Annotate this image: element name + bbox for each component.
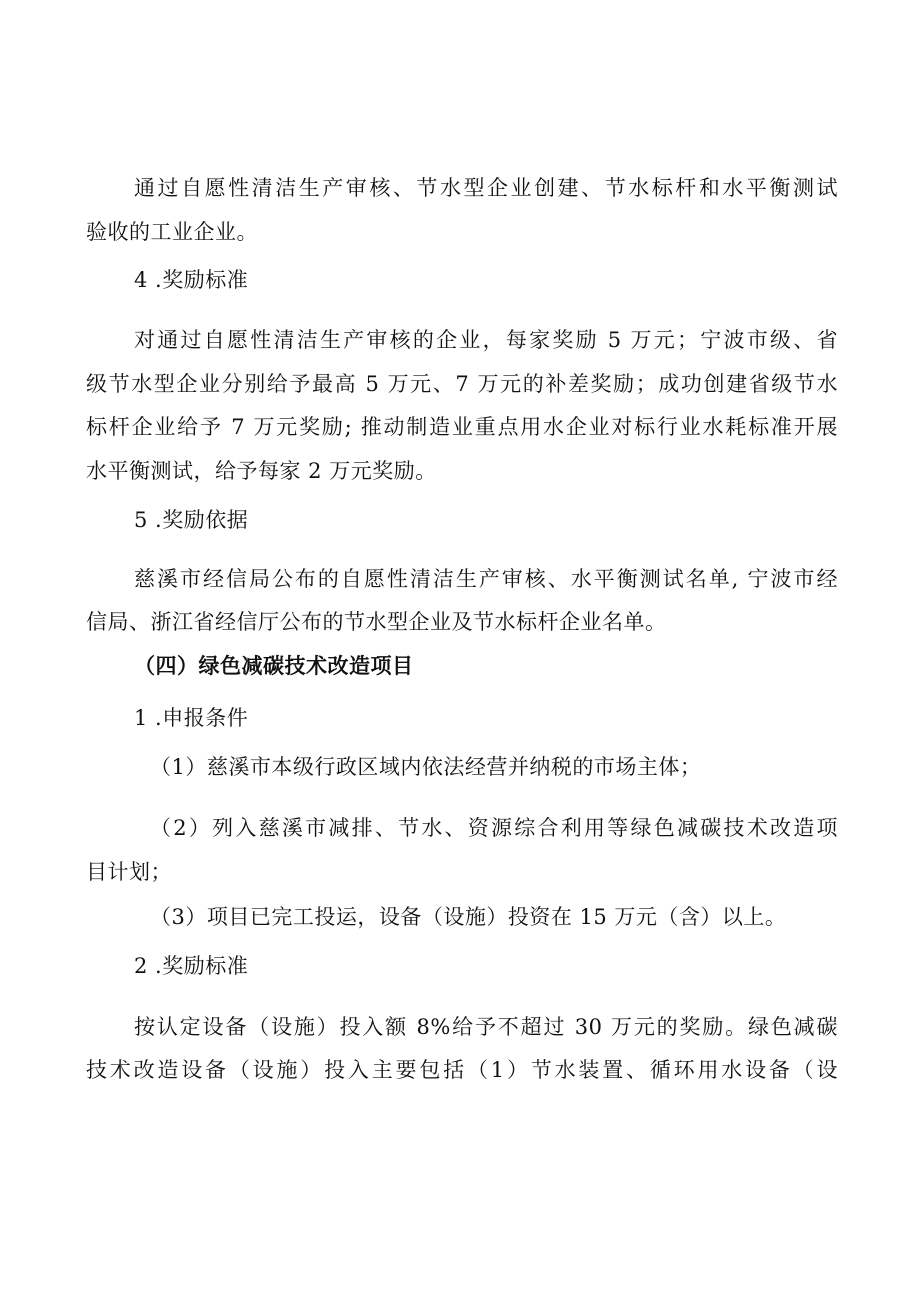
subsection-heading-1: 1 .申报条件 [134,706,249,730]
section-heading-5: 5 .奖励依据 [134,508,249,532]
condition-item-3: （3）项目已完工投运，设备（设施）投资在 15 万元（含）以上。 [150,905,787,929]
paragraph-line: 级节水型企业分别给予最高 5 万元、7 万元的补差奖励；成功创建省级节水 [86,372,838,396]
paragraph-line: 验收的工业企业。 [86,220,258,244]
section-heading-four: （四）绿色减碳技术改造项目 [134,653,414,678]
paragraph-line: 按认定设备（设施）投入额 8%给予不超过 30 万元的奖励。绿色减碳 [134,1015,838,1039]
paragraph-line: 信局、浙江省经信厅公布的节水型企业及节水标杆企业名单。 [86,610,667,634]
paragraph-line: 通过自愿性清洁生产审核、节水型企业创建、节水标杆和水平衡测试 [134,176,838,200]
paragraph-line: 技术改造设备（设施）投入主要包括（1）节水装置、循环用水设备（设 [86,1058,838,1082]
condition-item-2: （2）列入慈溪市减排、节水、资源综合利用等绿色减碳技术改造项 [150,816,838,840]
subsection-heading-2: 2 .奖励标准 [134,954,249,978]
section-heading-4: 4 .奖励标准 [134,268,249,292]
paragraph-line: 水平衡测试，给予每家 2 万元奖励。 [86,459,437,483]
condition-item-1: （1）慈溪市本级行政区域内依法经营并纳税的市场主体； [150,755,702,779]
paragraph-line: 慈溪市经信局公布的自愿性清洁生产审核、水平衡测试名单, 宁波市经 [134,567,838,591]
paragraph-line: 目计划； [86,860,172,884]
paragraph-line: 对通过自愿性清洁生产审核的企业，每家奖励 5 万元；宁波市级、省 [134,328,838,352]
paragraph-line: 标杆企业给予 7 万元奖励; 推动制造业重点用水企业对标行业水耗标准开展 [86,415,838,439]
